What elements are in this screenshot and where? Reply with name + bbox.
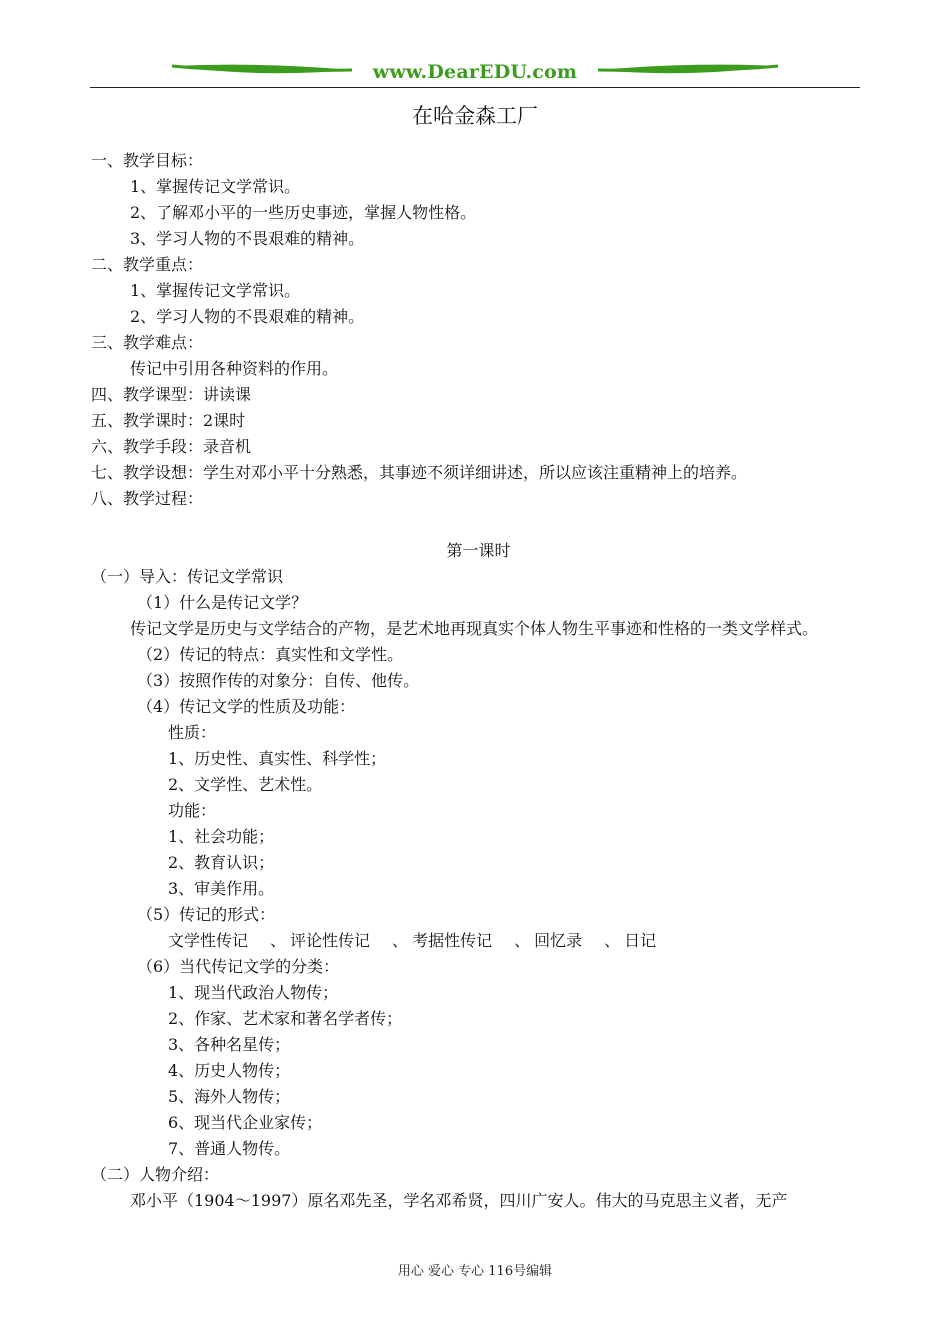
outline-line: 3、学习人物的不畏艰难的精神。 <box>130 229 365 248</box>
list-item: 2、教育认识； <box>168 853 275 872</box>
section-heading: （一）导入：传记文学常识 <box>91 567 284 586</box>
outline-line: 五、教学课时：2课时 <box>91 411 246 430</box>
spacer <box>91 512 866 538</box>
separator: 、 <box>270 931 287 950</box>
outline-line: 八、教学过程： <box>91 489 204 508</box>
teaching-plan-outline <box>91 148 866 512</box>
biography-form: 文学性传记 <box>168 931 249 950</box>
list-item: 1、历史性、真实性、科学性； <box>168 749 387 768</box>
sub-label: 性质： <box>168 723 217 742</box>
list-item: 7、普通人物传。 <box>168 1139 291 1158</box>
list-item: 2、作家、艺术家和著名学者传； <box>168 1009 403 1028</box>
biography-form: 日记 <box>624 931 657 950</box>
biography-form: 评论性传记 <box>290 931 371 950</box>
outline-line: 三、教学难点： <box>91 333 204 352</box>
sub-label: 功能： <box>168 801 217 820</box>
outline-line: 一、教学目标： <box>91 151 204 170</box>
list-item: 6、现当代企业家传； <box>168 1113 323 1132</box>
category-list <box>91 980 866 1162</box>
function-list <box>91 824 866 902</box>
question: （1）什么是传记文学？ <box>137 593 308 612</box>
paragraph: 传记文学是历史与文学结合的产物，是艺术地再现真实个体人物生平事迹和性格的一类文学样式。 <box>130 619 819 638</box>
list-item: 4、历史人物传； <box>168 1061 291 1080</box>
paragraph: 邓小平（1904～1997）原名邓先圣，学名邓希贤，四川广安人。伟大的马克思主义者，无产 <box>130 1191 788 1210</box>
page-footer: 用心 爱心 专心 116号编辑 <box>397 1264 553 1279</box>
outline-line: 四、教学课型：讲读课 <box>91 385 252 404</box>
list-item: 3、审美作用。 <box>168 879 275 898</box>
question: （6）当代传记文学的分类： <box>137 957 340 976</box>
question: （5）传记的形式： <box>137 905 276 924</box>
list-item: 3、各种名星传； <box>168 1035 291 1054</box>
outline-line: 七、教学设想：学生对邓小平十分熟悉，其事迹不须详细讲述，所以应该注重精神上的培养。 <box>91 463 748 482</box>
outline-line: 1、掌握传记文学常识。 <box>130 281 301 300</box>
outline-line: 传记中引用各种资料的作用。 <box>130 359 339 378</box>
outline-line: 2、学习人物的不畏艰难的精神。 <box>130 307 365 326</box>
section-heading: （二）人物介绍： <box>91 1165 220 1184</box>
list-item: 1、社会功能； <box>168 827 275 846</box>
document-title: 在哈金森工厂 <box>412 104 538 128</box>
separator: 、 <box>604 931 621 950</box>
document-body <box>91 148 866 1214</box>
separator: 、 <box>392 931 409 950</box>
list-item: 1、现当代政治人物传； <box>168 983 339 1002</box>
outline-line: 1、掌握传记文学常识。 <box>130 177 301 196</box>
page-header <box>90 58 860 92</box>
outline-line: 2、了解邓小平的一些历史事迹，掌握人物性格。 <box>130 203 477 222</box>
biography-form: 考据性传记 <box>412 931 493 950</box>
list-item: 5、海外人物传； <box>168 1087 291 1106</box>
question: （3）按照作传的对象分：自传、他传。 <box>137 671 420 690</box>
nature-list <box>91 746 866 798</box>
separator: 、 <box>514 931 531 950</box>
question: （4）传记文学的性质及功能： <box>137 697 356 716</box>
biography-forms <box>91 928 866 954</box>
outline-line: 二、教学重点： <box>91 255 204 274</box>
lesson-title: 第一课时 <box>446 541 511 560</box>
header-logo-text: www.DearEDU.com <box>372 61 578 83</box>
header-rule <box>90 87 860 88</box>
question: （2）传记的特点：真实性和文学性。 <box>137 645 404 664</box>
biography-form: 回忆录 <box>534 931 583 950</box>
list-item: 2、文学性、艺术性。 <box>168 775 323 794</box>
outline-line: 六、教学手段：录音机 <box>91 437 252 456</box>
